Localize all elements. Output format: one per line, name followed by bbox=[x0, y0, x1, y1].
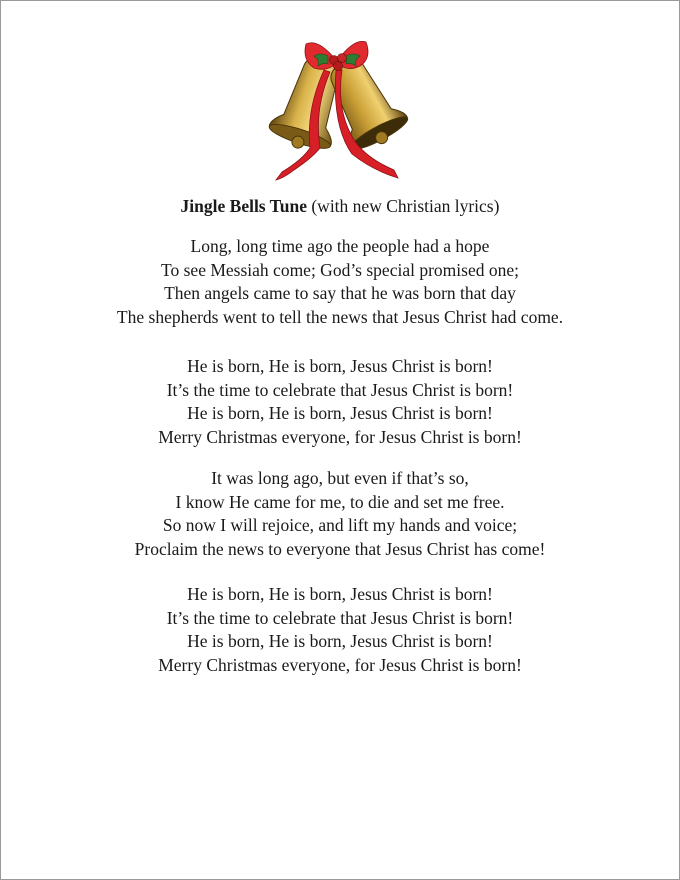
lyric-line: Long, long time ago the people had a hope bbox=[190, 236, 490, 256]
lyric-line: He is born, He is born, Jesus Christ is born! bbox=[187, 403, 493, 423]
title-bold: Jingle Bells Tune bbox=[180, 196, 307, 216]
lyric-line: He is born, He is born, Jesus Christ is born! bbox=[187, 356, 493, 376]
lyric-line: It’s the time to celebrate that Jesus Christ is born! bbox=[166, 379, 514, 400]
holly-berry bbox=[338, 54, 347, 63]
lyric-line: I know He came for me, to die and set me free. bbox=[175, 491, 505, 512]
stanza-chorus-1 bbox=[0, 355, 680, 449]
stanza-verse-2 bbox=[0, 467, 680, 561]
lyric-line: So now I will rejoice, and lift my hands and voice; bbox=[162, 515, 518, 535]
stanza-chorus-2 bbox=[0, 583, 680, 677]
lyric-line: Merry Christmas everyone, for Jesus Christ is born! bbox=[158, 654, 522, 675]
christmas-bells-icon bbox=[262, 30, 412, 190]
lyric-line: It was long ago, but even if that’s so, bbox=[211, 468, 469, 488]
lyric-line: To see Messiah come; God’s special promised one; bbox=[161, 259, 519, 280]
lyric-line: It’s the time to celebrate that Jesus Christ is born! bbox=[166, 607, 514, 628]
lyric-line: Proclaim the news to everyone that Jesus Christ has come! bbox=[134, 538, 546, 559]
lyric-line: He is born, He is born, Jesus Christ is born! bbox=[187, 631, 493, 651]
holly-berry bbox=[334, 62, 343, 71]
lyric-line: Merry Christmas everyone, for Jesus Christ is born! bbox=[158, 426, 522, 447]
document-title bbox=[0, 195, 680, 217]
lyric-line: He is born, He is born, Jesus Christ is born! bbox=[187, 584, 493, 604]
lyric-line: Then angels came to say that he was born that day bbox=[164, 283, 516, 303]
lyric-line: The shepherds went to tell the news that Jesus Christ had come. bbox=[116, 306, 564, 327]
stanza-verse-1 bbox=[0, 235, 680, 329]
title-subtitle: (with new Christian lyrics) bbox=[306, 196, 500, 216]
